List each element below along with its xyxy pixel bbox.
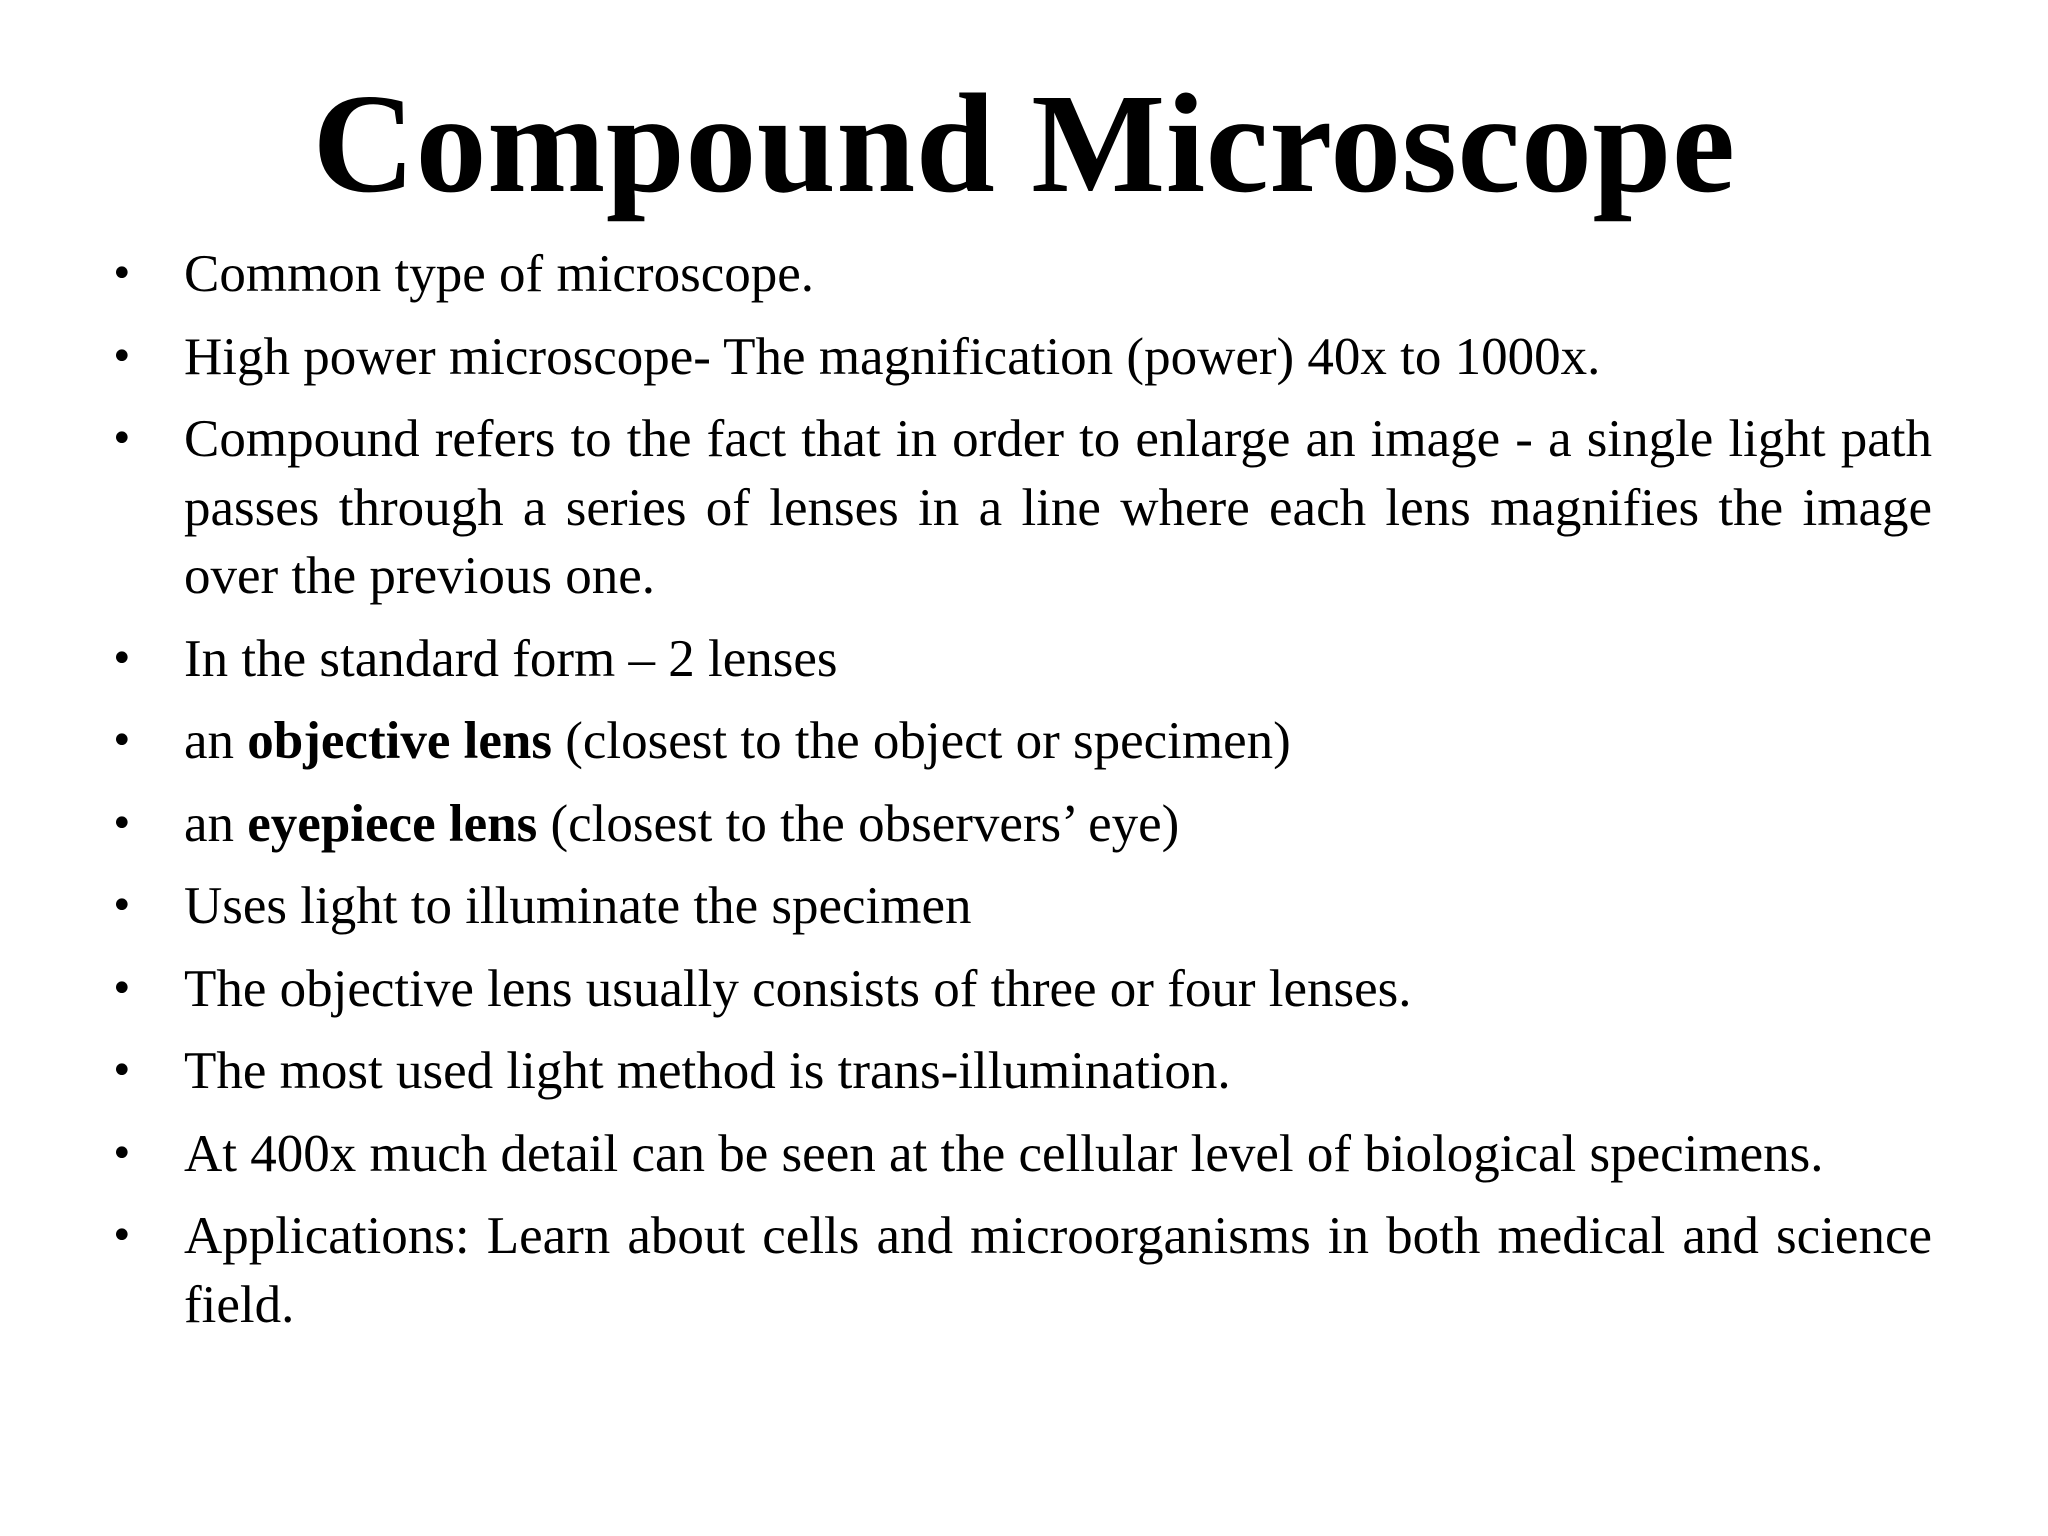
bullet-item [110, 707, 1932, 776]
bullet-text: The objective lens usually consists of three or four lenses. [184, 959, 1412, 1018]
slide-title: Compound Microscope [312, 64, 1736, 222]
bullet-icon: • [110, 333, 134, 380]
bullet-item [110, 1202, 1932, 1339]
bullet-text: The most used light method is trans-illumination. [184, 1042, 1231, 1100]
bullet-text: Compound refers to the fact that in order to enlarge an image - a single light path passes through a series of lenses in a line where each lens magnifies the image over the previous one. [184, 410, 1932, 605]
bullet-icon: • [110, 635, 134, 682]
bullet-icon: • [110, 883, 134, 929]
bullet-text-prefix: an [184, 794, 248, 853]
bullet-text-bold: objective lens [247, 712, 552, 770]
bullet-item [110, 955, 1932, 1024]
bullet-item [110, 625, 1932, 694]
bullet-text [184, 795, 1179, 853]
bullet-text: At 400x much detail can be seen at the cellular level of biological specimens. [184, 1124, 1824, 1183]
bullet-item [110, 240, 1932, 309]
bullet-item [110, 405, 1932, 611]
bullet-icon: • [110, 1130, 134, 1177]
bullet-item [110, 1120, 1932, 1189]
bullet-text: In the standard form – 2 lenses [184, 629, 838, 688]
bullet-item [110, 872, 1932, 941]
bullet-text-bold: eyepiece lens [247, 794, 538, 853]
bullet-text: High power microscope- The magnification (power) 40x to 1000x. [184, 327, 1601, 386]
bullet-text [184, 712, 1291, 770]
bullet-icon: • [110, 718, 134, 764]
bullet-text-suffix: (closest to the observers’ eye) [537, 794, 1180, 853]
bullet-text: Applications: Learn about cells and microorganisms in both medical and science field. [184, 1207, 1932, 1334]
bullet-list [110, 240, 1932, 1353]
bullet-item [110, 323, 1932, 392]
bullet-item [110, 1037, 1932, 1106]
bullet-icon: • [110, 1048, 134, 1094]
bullet-icon: • [110, 251, 134, 297]
bullet-text-prefix: an [184, 712, 248, 770]
bullet-item [110, 790, 1932, 859]
bullet-text: Uses light to illuminate the specimen [184, 877, 972, 935]
bullet-icon: • [110, 800, 134, 847]
bullet-text: Common type of microscope. [184, 245, 814, 303]
bullet-icon: • [110, 1213, 134, 1259]
bullet-icon: • [110, 416, 134, 462]
bullet-icon: • [110, 965, 134, 1012]
bullet-text-suffix: (closest to the object or specimen) [551, 712, 1291, 770]
